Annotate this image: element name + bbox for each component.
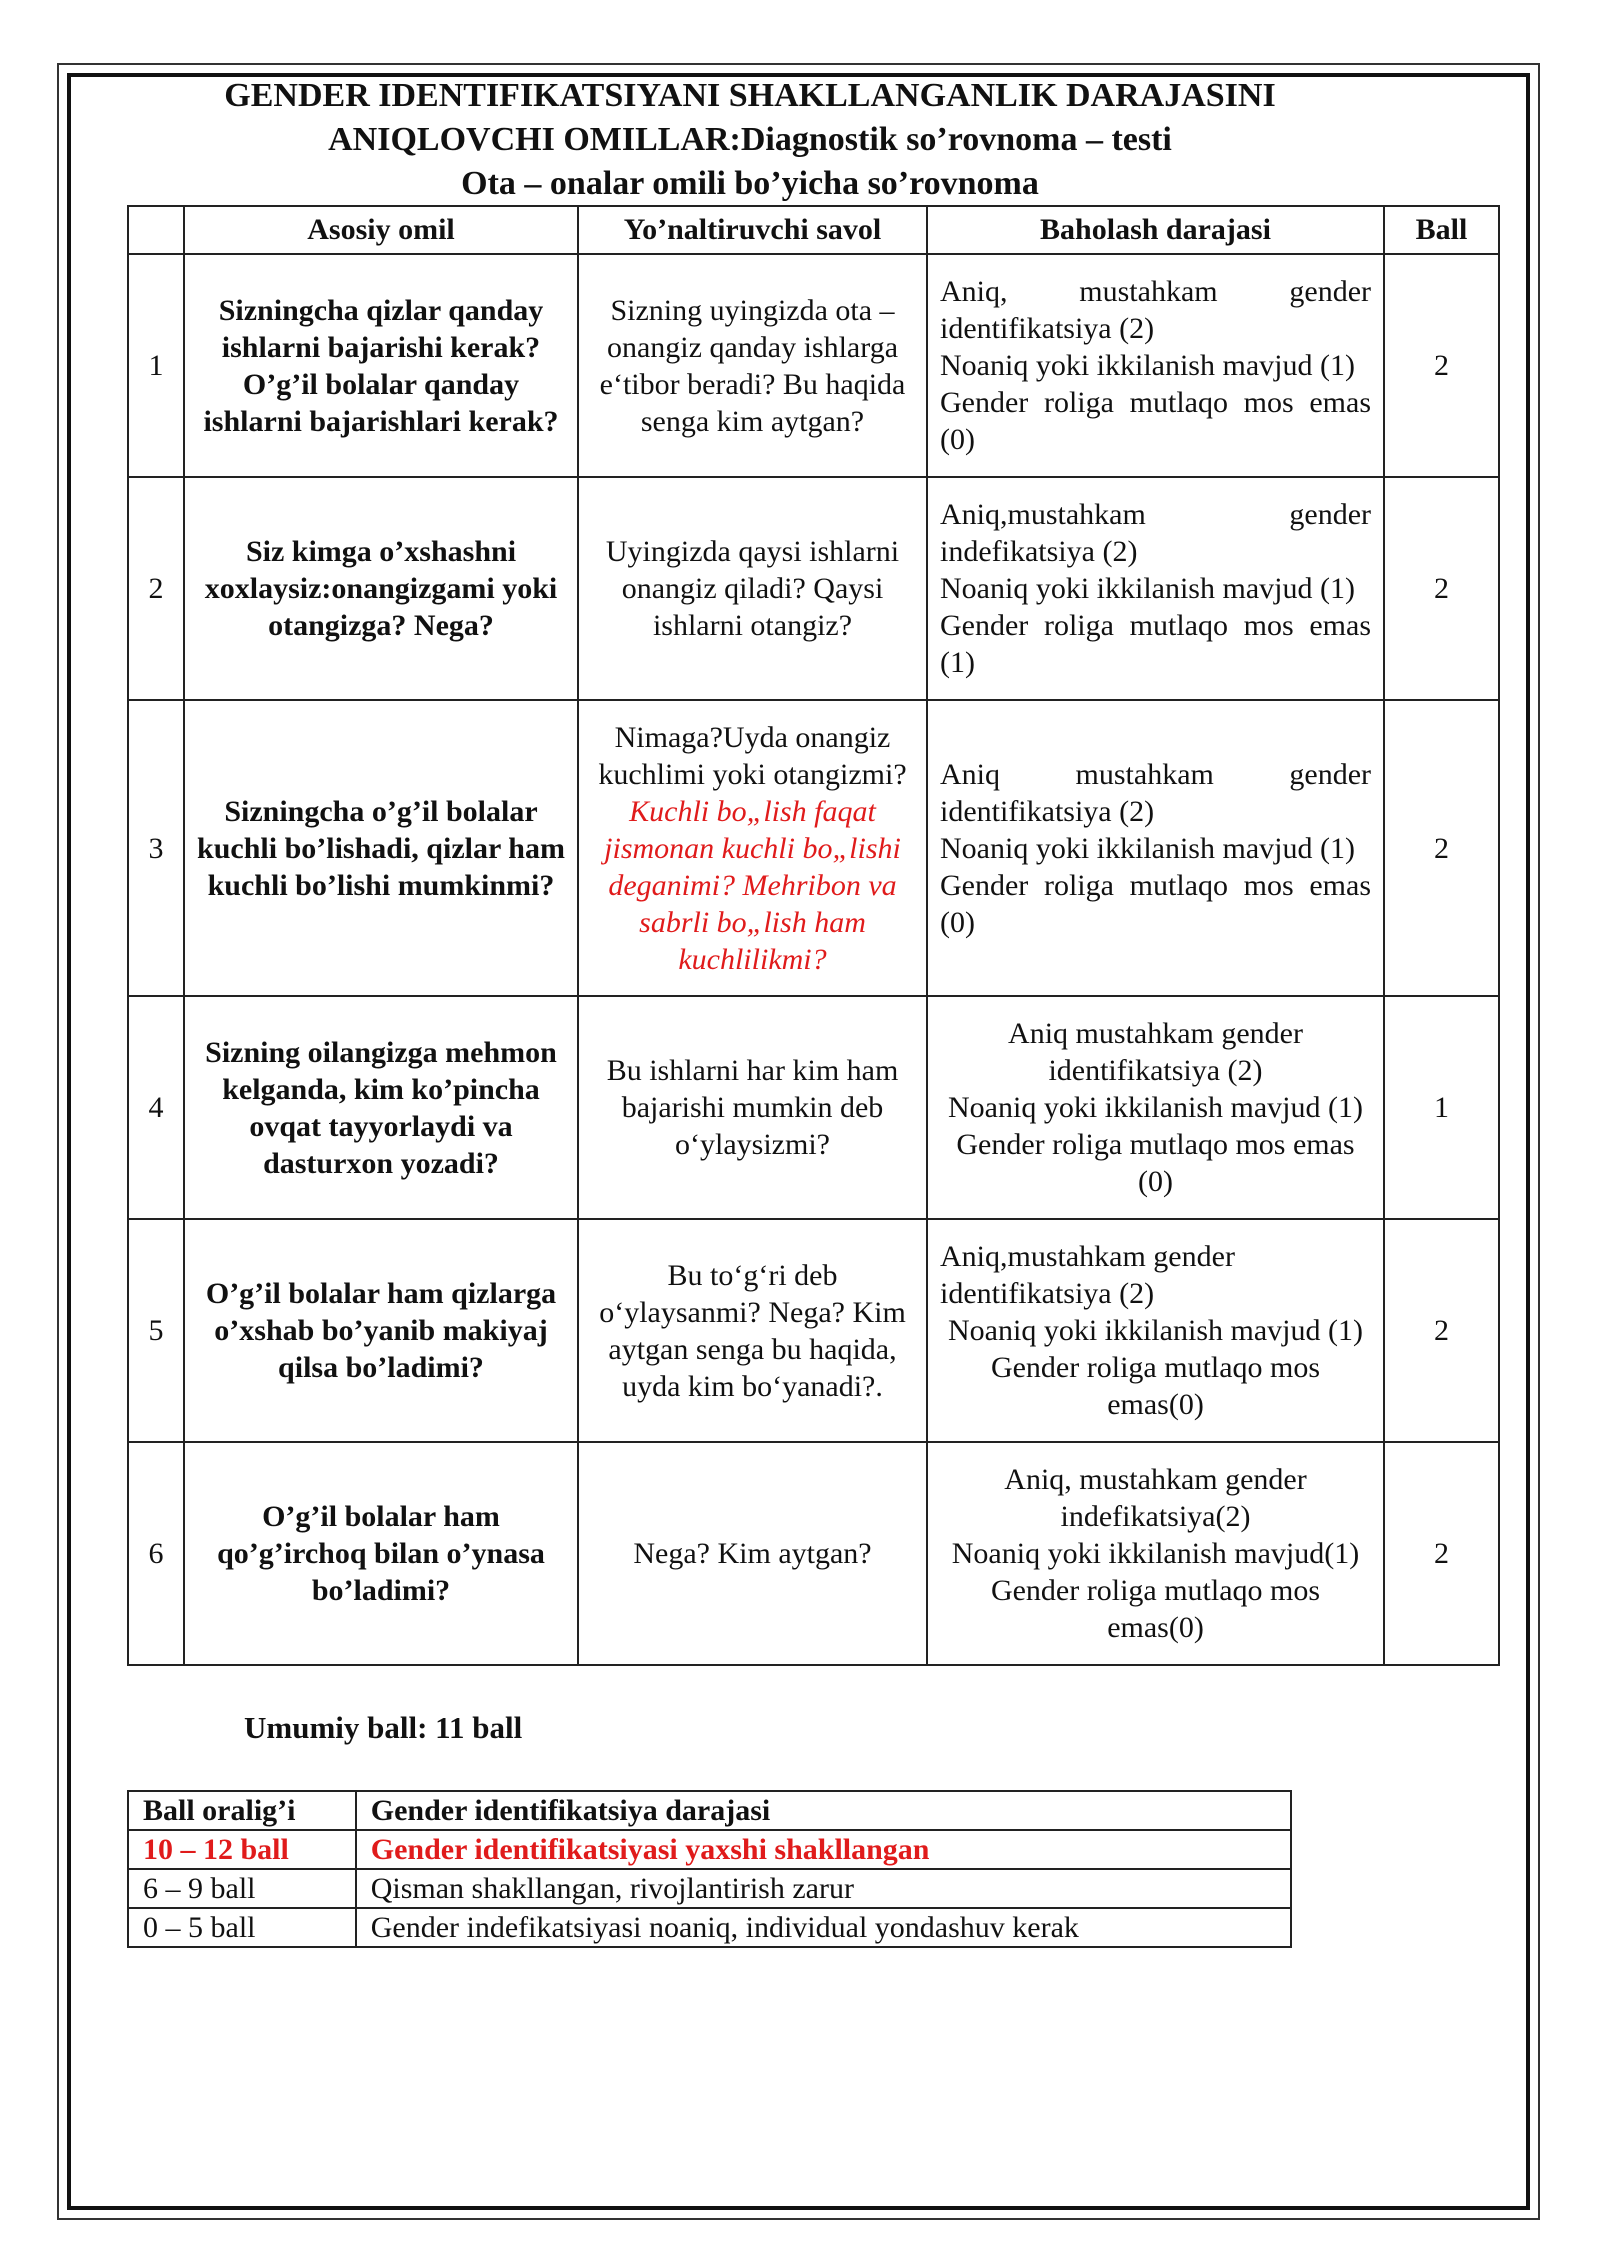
row-number: 2 (128, 477, 184, 700)
range-cell: 6 – 9 ball (128, 1869, 356, 1908)
grade-level-2: Aniq,mustahkam gender indefikatsiya (2) (940, 498, 1371, 568)
range-header: Ball oralig’i (128, 1791, 356, 1830)
table-row (128, 477, 1499, 700)
grade-cell (927, 1219, 1384, 1442)
grade-level-0: Gender roliga mutlaqo mos emas(0) (990, 1574, 1321, 1644)
grade-level-0: Gender roliga mutlaqo mos emas (0) (940, 386, 1371, 456)
range-cell: 10 – 12 ball (128, 1830, 356, 1869)
level-cell: Gender identifikatsiyasi yaxshi shakllangan (356, 1830, 1291, 1869)
question-cell (578, 700, 927, 996)
score-cell: 2 (1384, 477, 1499, 700)
question-cell: Bu ishlarni har kim ham bajarishi mumkin deb o‘ylaysizmi? (578, 996, 927, 1219)
score-cell: 2 (1384, 254, 1499, 477)
question-note: Kuchli bo„lish faqat jismonan kuchli bo„lishi deganimi? Mehribon va sabrli bo„lish ham kuchlilikmi? (604, 794, 901, 976)
range-row (128, 1869, 1291, 1908)
factor-cell: O’g’il bolalar ham qizlarga o’xshab bo’yanib makiyaj qilsa bo’ladimi? (184, 1219, 578, 1442)
factor-cell: Sizningcha qizlar qanday ishlarni bajarishi kerak? O’g’il bolalar qanday ishlarni bajarishlari kerak? (184, 254, 578, 477)
table-row (128, 700, 1499, 996)
grade-cell (927, 996, 1384, 1219)
level-cell: Gender indefikatsiyasi noaniq, individual yondashuv kerak (356, 1908, 1291, 1947)
range-row (128, 1908, 1291, 1947)
row-number: 1 (128, 254, 184, 477)
score-cell: 2 (1384, 700, 1499, 996)
subtitle: Ota – onalar omili bo’yicha so’rovnoma (461, 165, 1039, 202)
table-row (128, 996, 1499, 1219)
level-header: Gender identifikatsiya darajasi (356, 1791, 1291, 1830)
row-number: 6 (128, 1442, 184, 1665)
grade-cell (927, 477, 1384, 700)
grade-level-2: Aniq,mustahkam gender identifikatsiya (2) (940, 1240, 1235, 1310)
survey-table (127, 205, 1500, 1666)
question-cell: Sizning uyingizda ota – onangiz qanday ishlarga e‘tibor beradi? Bu haqida senga kim aytgan? (578, 254, 927, 477)
grade-level-1: Noaniq yoki ikkilanish mavjud (1) (940, 831, 1355, 865)
question-text: Nimaga?Uyda onangiz kuchlimi yoki otangizmi? (598, 720, 907, 791)
total-score: Umumiy ball: 11 ball (244, 1710, 523, 1745)
header-number (128, 206, 184, 254)
table-row (128, 1219, 1499, 1442)
table-header-row (128, 206, 1499, 254)
score-cell: 1 (1384, 996, 1499, 1219)
grade-cell (927, 1442, 1384, 1665)
grade-level-2: Aniq mustahkam gender identifikatsiya (2) (940, 757, 1371, 828)
grade-level-1: Noaniq yoki ikkilanish mavjud (1) (940, 572, 1355, 605)
factor-cell: Siz kimga o’xshashni xoxlaysiz:onangizgami yoki otangizga? Nega? (184, 477, 578, 700)
grade-level-2: Aniq, mustahkam gender identifikatsiya (2) (940, 275, 1371, 345)
level-cell: Qisman shakllangan, rivojlantirish zarur (356, 1869, 1291, 1908)
question-cell: Bu to‘g‘ri deb o‘ylaysanmi? Nega? Kim aytgan senga bu haqida, uyda kim bo‘yanadi?. (578, 1219, 927, 1442)
range-header-row (128, 1791, 1291, 1830)
grade-level-0: Gender roliga mutlaqo mos emas (0) (956, 1128, 1355, 1198)
header-grade: Baholash darajasi (927, 206, 1384, 254)
row-number: 5 (128, 1219, 184, 1442)
grade-level-0: Gender roliga mutlaqo mos emas (1) (940, 609, 1371, 679)
grade-cell (927, 254, 1384, 477)
question-cell: Uyingizda qaysi ishlarni onangiz qiladi? Qaysi ishlarni otangiz? (578, 477, 927, 700)
question-cell: Nega? Kim aytgan? (578, 1442, 927, 1665)
grade-level-2: Aniq mustahkam gender identifikatsiya (2) (1008, 1017, 1303, 1087)
factor-cell: Sizningcha o’g’il bolalar kuchli bo’lishadi, qizlar ham kuchli bo’lishi mumkinmi? (184, 700, 578, 996)
score-cell: 2 (1384, 1219, 1499, 1442)
header-factor: Asosiy omil (184, 206, 578, 254)
title-line-1: GENDER IDENTIFIKATSIYANI SHAKLLANGANLIK DARAJASINI (224, 77, 1276, 114)
table-row (128, 254, 1499, 477)
grade-level-1: Noaniq yoki ikkilanish mavjud (1) (948, 1314, 1363, 1347)
grade-level-0: Gender roliga mutlaqo mos emas (0) (940, 868, 1371, 939)
header-question: Yo’naltiruvchi savol (578, 206, 927, 254)
row-number: 4 (128, 996, 184, 1219)
score-range-table (127, 1790, 1292, 1948)
grade-level-2: Aniq, mustahkam gender indefikatsiya(2) (1004, 1463, 1307, 1533)
header-score: Ball (1384, 206, 1499, 254)
grade-level-1: Noaniq yoki ikkilanish mavjud (1) (940, 349, 1355, 382)
grade-level-1: Noaniq yoki ikkilanish mavjud (1) (948, 1091, 1363, 1124)
grade-level-1: Noaniq yoki ikkilanish mavjud(1) (951, 1537, 1360, 1570)
grade-level-0: Gender roliga mutlaqo mos emas(0) (990, 1351, 1321, 1421)
grade-cell (927, 700, 1384, 996)
score-cell: 2 (1384, 1442, 1499, 1665)
title-line-2: ANIQLOVCHI OMILLAR:Diagnostik so’rovnoma – testi (328, 121, 1172, 158)
factor-cell: O’g’il bolalar ham qo’g’irchoq bilan o’ynasa bo’ladimi? (184, 1442, 578, 1665)
row-number: 3 (128, 700, 184, 996)
range-row (128, 1830, 1291, 1869)
range-cell: 0 – 5 ball (128, 1908, 356, 1947)
factor-cell: Sizning oilangizga mehmon kelganda, kim ko’pincha ovqat tayyorlaydi va dasturxon yozadi? (184, 996, 578, 1219)
table-row (128, 1442, 1499, 1665)
